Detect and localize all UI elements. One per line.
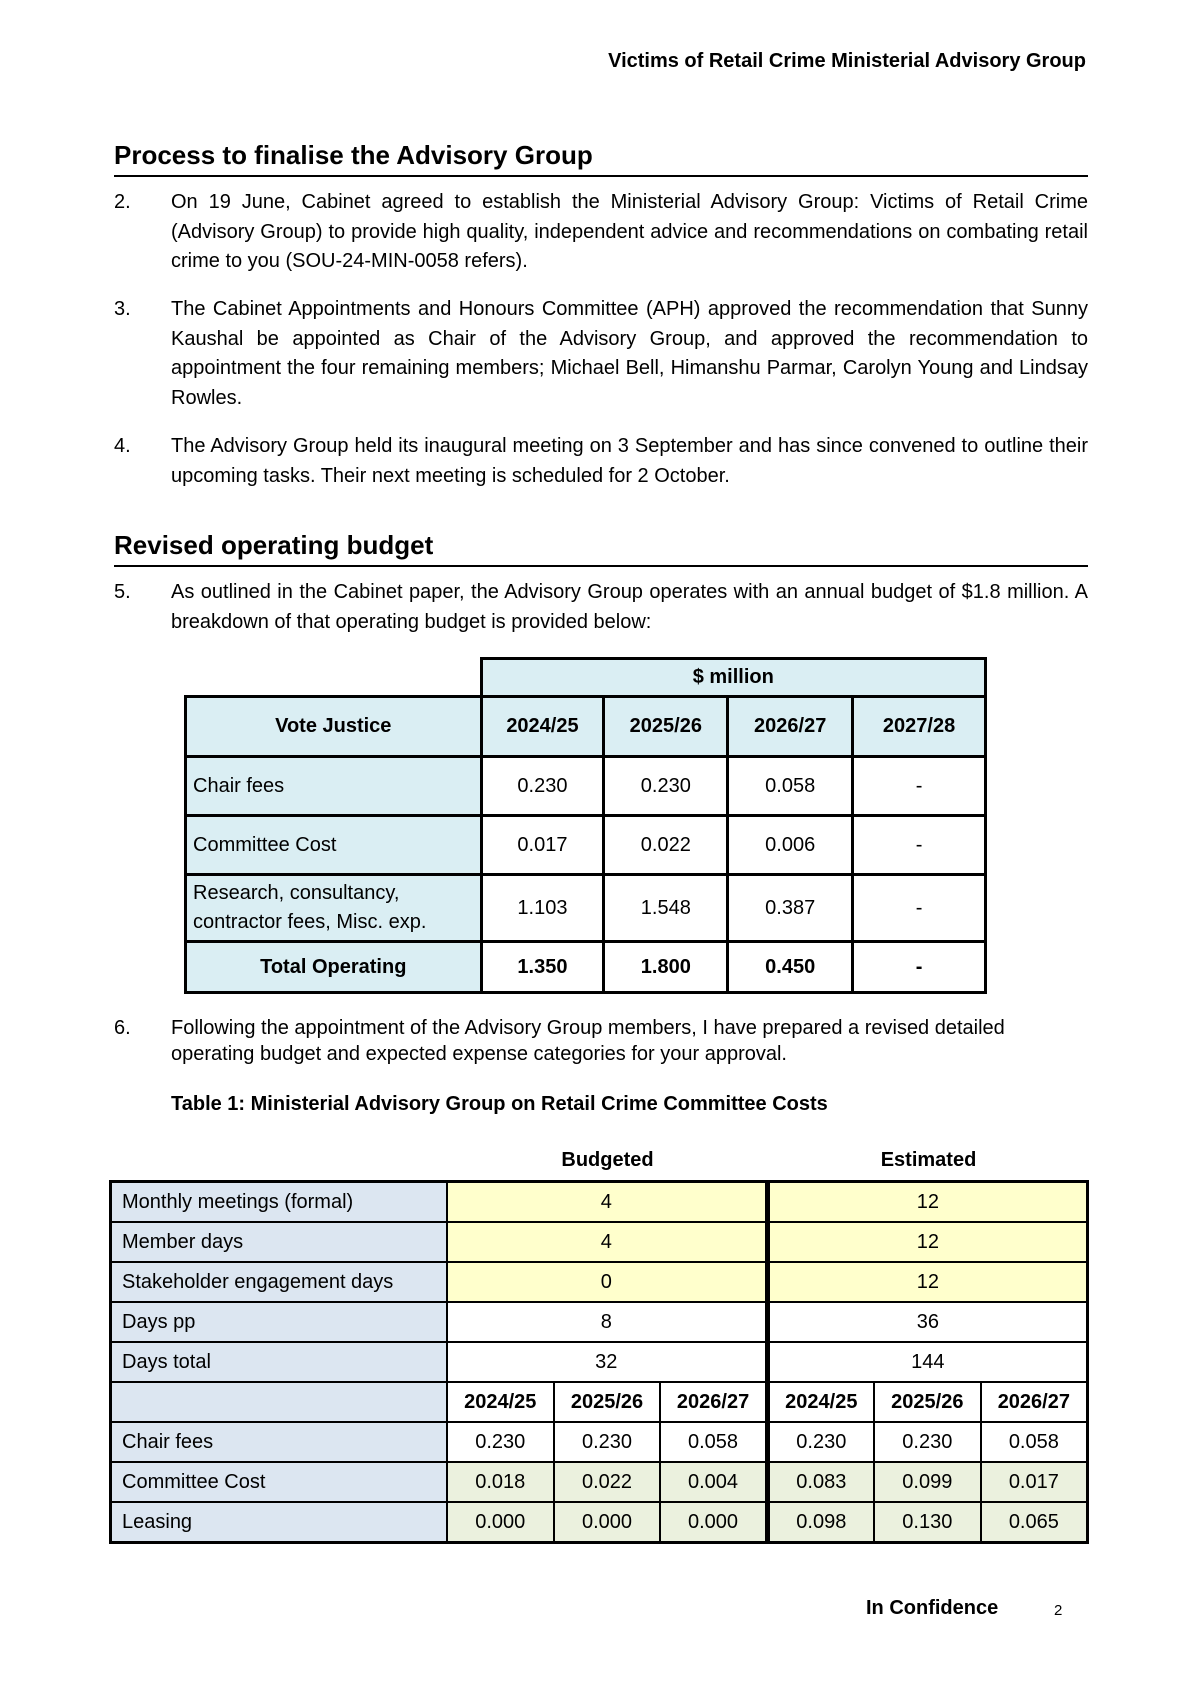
operating-budget-table bbox=[184, 657, 987, 994]
document-header: Victims of Retail Crime Ministerial Advisory Group bbox=[608, 50, 1086, 72]
section-heading-budget: Revised operating budget bbox=[114, 530, 434, 560]
cell-value: 0.022 bbox=[604, 816, 728, 875]
table-row bbox=[111, 1502, 1088, 1543]
paragraph-4 bbox=[114, 432, 1088, 491]
row-label: Committee Cost bbox=[186, 816, 482, 875]
row-label: Chair fees bbox=[186, 757, 482, 816]
paragraph-number: 4. bbox=[114, 435, 131, 457]
estimated-value: 36 bbox=[767, 1302, 1087, 1342]
paragraph-text: The Advisory Group held its inaugural meeting on 3 September and has since convened to outline their upcoming tasks. Their next meeting is scheduled for 2 October. bbox=[171, 435, 1088, 487]
cell-value: 0.018 bbox=[447, 1462, 554, 1502]
cell-value: 0.130 bbox=[874, 1502, 981, 1543]
cell-value: - bbox=[853, 757, 986, 816]
paragraph-number: 2. bbox=[114, 191, 131, 213]
footer-classification: In Confidence bbox=[866, 1597, 999, 1619]
group-header-estimated: Estimated bbox=[880, 1149, 977, 1171]
row-label: Chair fees bbox=[111, 1422, 447, 1462]
cell-value: 0.058 bbox=[660, 1422, 767, 1462]
budgeted-value: 4 bbox=[447, 1182, 767, 1223]
year-header: 2026/27 bbox=[728, 697, 853, 757]
estimated-value: 12 bbox=[767, 1182, 1087, 1223]
year-header: 2025/26 bbox=[604, 697, 728, 757]
year-header: 2024/25 bbox=[767, 1382, 874, 1422]
table-row bbox=[111, 1262, 1088, 1302]
row-label: Member days bbox=[111, 1222, 447, 1262]
cell-value: 0.230 bbox=[447, 1422, 554, 1462]
row-label: Leasing bbox=[111, 1502, 447, 1543]
cell-value: 0.006 bbox=[728, 816, 853, 875]
table-row bbox=[111, 1422, 1088, 1462]
cell-value: 0.058 bbox=[981, 1422, 1088, 1462]
paragraph-text: The Cabinet Appointments and Honours Committee (APH) approved the recommendation that Sunny Kaushal be appointed as Chair of the Advisory Group, and approved the recommendation to appointment the four remaining members; Michael Bell, Himanshu Parmar, Carolyn Young and Lindsay Rowles. bbox=[171, 298, 1088, 409]
total-label: Total Operating bbox=[186, 942, 482, 993]
cell-value: 0.230 bbox=[874, 1422, 981, 1462]
cell-value: 0.083 bbox=[767, 1462, 874, 1502]
year-header: 2025/26 bbox=[554, 1382, 661, 1422]
empty-label-cell bbox=[111, 1382, 447, 1422]
budgeted-value: 4 bbox=[447, 1222, 767, 1262]
table-row bbox=[111, 1342, 1088, 1382]
cell-value: 0.387 bbox=[728, 875, 853, 942]
cell-value: 0.230 bbox=[554, 1422, 661, 1462]
budgeted-value: 8 bbox=[447, 1302, 767, 1342]
group-header-budgeted: Budgeted bbox=[561, 1149, 654, 1171]
year-header: 2025/26 bbox=[874, 1382, 981, 1422]
paragraph-3 bbox=[114, 295, 1088, 413]
empty-corner bbox=[186, 659, 482, 697]
row-label: Days pp bbox=[111, 1302, 447, 1342]
cell-value: 0.000 bbox=[447, 1502, 554, 1543]
row-label: Stakeholder engagement days bbox=[111, 1262, 447, 1302]
cell-value: 1.103 bbox=[481, 875, 604, 942]
paragraph-text: On 19 June, Cabinet agreed to establish the Ministerial Advisory Group: Victims of Retail Crime (Advisory Group) to provide high quality, independent advice and recommendations on combating retail crime to you (SOU-24-MIN-0058 refers). bbox=[171, 191, 1088, 272]
row-label: Research, consultancy, contractor fees, Misc. exp. bbox=[186, 875, 482, 942]
row-label: Days total bbox=[111, 1342, 447, 1382]
paragraph-6 bbox=[114, 1015, 1088, 1067]
cell-value: 0.065 bbox=[981, 1502, 1088, 1543]
cell-value: 0.098 bbox=[767, 1502, 874, 1543]
paragraph-number: 6. bbox=[114, 1017, 131, 1039]
year-header: 2026/27 bbox=[981, 1382, 1088, 1422]
table-row bbox=[186, 875, 986, 942]
total-value: 0.450 bbox=[728, 942, 853, 993]
year-header-row bbox=[111, 1382, 1088, 1422]
cell-value: 0.017 bbox=[981, 1462, 1088, 1502]
label-header: Vote Justice bbox=[186, 697, 482, 757]
row-label: Committee Cost bbox=[111, 1462, 447, 1502]
cell-value: - bbox=[853, 875, 986, 942]
cell-value: 0.058 bbox=[728, 757, 853, 816]
cell-value: 0.099 bbox=[874, 1462, 981, 1502]
table-row bbox=[111, 1302, 1088, 1342]
cell-value: 0.004 bbox=[660, 1462, 767, 1502]
table-row bbox=[186, 757, 986, 816]
section-heading-process: Process to finalise the Advisory Group bbox=[114, 140, 593, 170]
total-value: 1.350 bbox=[481, 942, 604, 993]
year-header: 2027/28 bbox=[853, 697, 986, 757]
cell-value: 0.017 bbox=[481, 816, 604, 875]
budgeted-value: 32 bbox=[447, 1342, 767, 1382]
table-row bbox=[111, 1462, 1088, 1502]
heading-rule bbox=[114, 565, 1088, 567]
year-header: 2024/25 bbox=[447, 1382, 554, 1422]
total-value: - bbox=[853, 942, 986, 993]
paragraph-number: 5. bbox=[114, 581, 131, 603]
page-number: 2 bbox=[1054, 1602, 1063, 1619]
table-row bbox=[111, 1182, 1088, 1223]
cell-value: 0.230 bbox=[767, 1422, 874, 1462]
estimated-value: 12 bbox=[767, 1222, 1087, 1262]
table-row bbox=[111, 1222, 1088, 1262]
committee-costs-table bbox=[109, 1180, 1089, 1544]
estimated-value: 12 bbox=[767, 1262, 1087, 1302]
unit-header: $ million bbox=[481, 659, 985, 697]
cell-value: 0.022 bbox=[554, 1462, 661, 1502]
cell-value: 0.000 bbox=[554, 1502, 661, 1543]
cell-value: 0.230 bbox=[604, 757, 728, 816]
total-value: 1.800 bbox=[604, 942, 728, 993]
paragraph-text: Following the appointment of the Advisory Group members, I have prepared a revised detailed operating budget and expected expense categories for your approval. bbox=[171, 1017, 1005, 1065]
year-header: 2026/27 bbox=[660, 1382, 767, 1422]
cell-value: - bbox=[853, 816, 986, 875]
paragraph-5 bbox=[114, 578, 1088, 637]
table-caption: Table 1: Ministerial Advisory Group on Retail Crime Committee Costs bbox=[171, 1093, 828, 1115]
table-row bbox=[186, 816, 986, 875]
total-row bbox=[186, 942, 986, 993]
paragraph-number: 3. bbox=[114, 298, 131, 320]
heading-rule bbox=[114, 175, 1088, 177]
row-label: Monthly meetings (formal) bbox=[111, 1182, 447, 1223]
cell-value: 1.548 bbox=[604, 875, 728, 942]
year-header: 2024/25 bbox=[481, 697, 604, 757]
cell-value: 0.000 bbox=[660, 1502, 767, 1543]
paragraph-text: As outlined in the Cabinet paper, the Advisory Group operates with an annual budget of $1.8 million. A breakdown of that operating budget is provided below: bbox=[171, 581, 1088, 633]
cell-value: 0.230 bbox=[481, 757, 604, 816]
budgeted-value: 0 bbox=[447, 1262, 767, 1302]
estimated-value: 144 bbox=[767, 1342, 1087, 1382]
paragraph-2 bbox=[114, 188, 1088, 277]
